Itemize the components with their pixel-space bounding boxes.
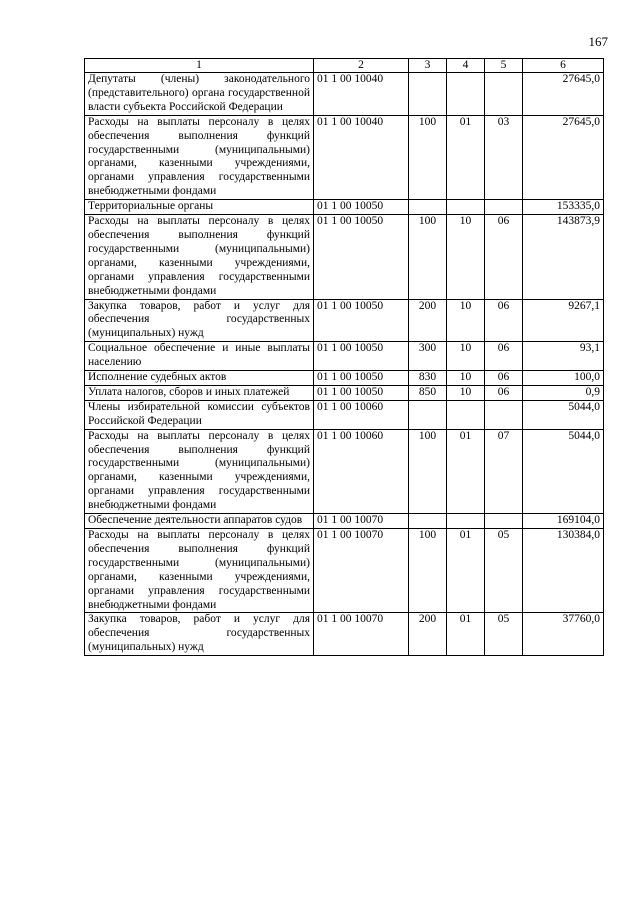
row-code-cell: 01 1 00 10040 bbox=[314, 115, 409, 199]
row-col3-cell bbox=[409, 200, 447, 215]
row-col3-cell bbox=[409, 514, 447, 529]
row-name-cell: Расходы на выплаты персоналу в целях обеспечения выполнения функций государственными (муниципальными) органами, казенными учреждениями, органами управления государственными внебюджетными фондами bbox=[85, 529, 314, 613]
row-col4-cell bbox=[447, 73, 485, 116]
row-col5-cell bbox=[485, 514, 523, 529]
table-row bbox=[85, 299, 604, 342]
row-col5-cell bbox=[485, 200, 523, 215]
column-header: 5 bbox=[485, 59, 523, 73]
row-code-cell: 01 1 00 10070 bbox=[314, 529, 409, 613]
table-row bbox=[85, 514, 604, 529]
row-name-cell: Расходы на выплаты персоналу в целях обеспечения выполнения функций государственными (муниципальными) органами, казенными учреждениями, органами управления государственными внебюджетными фондами bbox=[85, 215, 314, 299]
row-amount-cell: 37760,0 bbox=[523, 613, 604, 656]
row-amount-cell: 143873,9 bbox=[523, 215, 604, 299]
row-code-cell: 01 1 00 10050 bbox=[314, 299, 409, 342]
row-col4-cell bbox=[447, 400, 485, 429]
table-row bbox=[85, 342, 604, 371]
row-col5-cell: 06 bbox=[485, 342, 523, 371]
row-name-cell: Депутаты (члены) законодательного (представительного) органа государственной власти субъекта Российской Федерации bbox=[85, 73, 314, 116]
row-code-cell: 01 1 00 10050 bbox=[314, 200, 409, 215]
row-col3-cell: 100 bbox=[409, 529, 447, 613]
row-col5-cell: 07 bbox=[485, 429, 523, 513]
row-code-cell: 01 1 00 10050 bbox=[314, 342, 409, 371]
row-name-cell: Закупка товаров, работ и услуг для обеспечения государственных (муниципальных) нужд bbox=[85, 613, 314, 656]
table-row bbox=[85, 73, 604, 116]
row-amount-cell: 5044,0 bbox=[523, 400, 604, 429]
row-col4-cell: 10 bbox=[447, 342, 485, 371]
row-col5-cell: 05 bbox=[485, 529, 523, 613]
row-col3-cell: 850 bbox=[409, 385, 447, 400]
column-header: 2 bbox=[314, 59, 409, 73]
table-body bbox=[85, 73, 604, 656]
row-amount-cell: 130384,0 bbox=[523, 529, 604, 613]
row-col4-cell: 10 bbox=[447, 215, 485, 299]
row-code-cell: 01 1 00 10050 bbox=[314, 371, 409, 386]
row-col3-cell: 100 bbox=[409, 215, 447, 299]
row-col4-cell: 01 bbox=[447, 529, 485, 613]
row-name-cell: Члены избирательной комиссии субъектов Российской Федерации bbox=[85, 400, 314, 429]
column-header: 3 bbox=[409, 59, 447, 73]
column-header: 6 bbox=[523, 59, 604, 73]
row-col4-cell: 10 bbox=[447, 371, 485, 386]
row-name-cell: Расходы на выплаты персоналу в целях обеспечения выполнения функций государственными (муниципальными) органами, казенными учреждениями, органами управления государственными внебюджетными фондами bbox=[85, 115, 314, 199]
row-col5-cell: 03 bbox=[485, 115, 523, 199]
row-col3-cell bbox=[409, 400, 447, 429]
row-col5-cell: 06 bbox=[485, 385, 523, 400]
budget-table bbox=[84, 58, 604, 656]
row-col3-cell: 200 bbox=[409, 613, 447, 656]
row-amount-cell: 100,0 bbox=[523, 371, 604, 386]
table-row bbox=[85, 429, 604, 513]
column-header: 1 bbox=[85, 59, 314, 73]
row-col3-cell bbox=[409, 73, 447, 116]
row-amount-cell: 93,1 bbox=[523, 342, 604, 371]
page-number: 167 bbox=[588, 34, 608, 49]
table-row bbox=[85, 371, 604, 386]
row-amount-cell: 169104,0 bbox=[523, 514, 604, 529]
table-row bbox=[85, 115, 604, 199]
row-code-cell: 01 1 00 10040 bbox=[314, 73, 409, 116]
row-col3-cell: 200 bbox=[409, 299, 447, 342]
row-code-cell: 01 1 00 10060 bbox=[314, 400, 409, 429]
table-row bbox=[85, 385, 604, 400]
row-col4-cell: 10 bbox=[447, 299, 485, 342]
row-col5-cell bbox=[485, 400, 523, 429]
row-col4-cell: 01 bbox=[447, 115, 485, 199]
row-amount-cell: 27645,0 bbox=[523, 115, 604, 199]
row-name-cell: Обеспечение деятельности аппаратов судов bbox=[85, 514, 314, 529]
row-amount-cell: 9267,1 bbox=[523, 299, 604, 342]
row-col4-cell: 01 bbox=[447, 429, 485, 513]
row-code-cell: 01 1 00 10050 bbox=[314, 385, 409, 400]
row-amount-cell: 27645,0 bbox=[523, 73, 604, 116]
row-name-cell: Исполнение судебных актов bbox=[85, 371, 314, 386]
row-amount-cell: 0,9 bbox=[523, 385, 604, 400]
row-col4-cell: 10 bbox=[447, 385, 485, 400]
row-name-cell: Территориальные органы bbox=[85, 200, 314, 215]
table-row bbox=[85, 529, 604, 613]
row-col5-cell: 06 bbox=[485, 371, 523, 386]
row-col5-cell: 05 bbox=[485, 613, 523, 656]
table-row bbox=[85, 613, 604, 656]
row-col5-cell: 06 bbox=[485, 215, 523, 299]
table-row bbox=[85, 215, 604, 299]
header-row bbox=[85, 59, 604, 73]
row-code-cell: 01 1 00 10070 bbox=[314, 613, 409, 656]
row-amount-cell: 5044,0 bbox=[523, 429, 604, 513]
row-col3-cell: 830 bbox=[409, 371, 447, 386]
row-col4-cell: 01 bbox=[447, 613, 485, 656]
row-col3-cell: 100 bbox=[409, 429, 447, 513]
row-col3-cell: 300 bbox=[409, 342, 447, 371]
row-col4-cell bbox=[447, 514, 485, 529]
row-col5-cell: 06 bbox=[485, 299, 523, 342]
row-amount-cell: 153335,0 bbox=[523, 200, 604, 215]
table-row bbox=[85, 400, 604, 429]
row-code-cell: 01 1 00 10050 bbox=[314, 215, 409, 299]
row-name-cell: Социальное обеспечение и иные выплаты населению bbox=[85, 342, 314, 371]
row-col3-cell: 100 bbox=[409, 115, 447, 199]
row-col5-cell bbox=[485, 73, 523, 116]
row-code-cell: 01 1 00 10060 bbox=[314, 429, 409, 513]
row-name-cell: Уплата налогов, сборов и иных платежей bbox=[85, 385, 314, 400]
row-name-cell: Закупка товаров, работ и услуг для обеспечения государственных (муниципальных) нужд bbox=[85, 299, 314, 342]
row-code-cell: 01 1 00 10070 bbox=[314, 514, 409, 529]
row-name-cell: Расходы на выплаты персоналу в целях обеспечения выполнения функций государственными (муниципальными) органами, казенными учреждениями, органами управления государственными внебюджетными фондами bbox=[85, 429, 314, 513]
column-header: 4 bbox=[447, 59, 485, 73]
table-row bbox=[85, 200, 604, 215]
row-col4-cell bbox=[447, 200, 485, 215]
